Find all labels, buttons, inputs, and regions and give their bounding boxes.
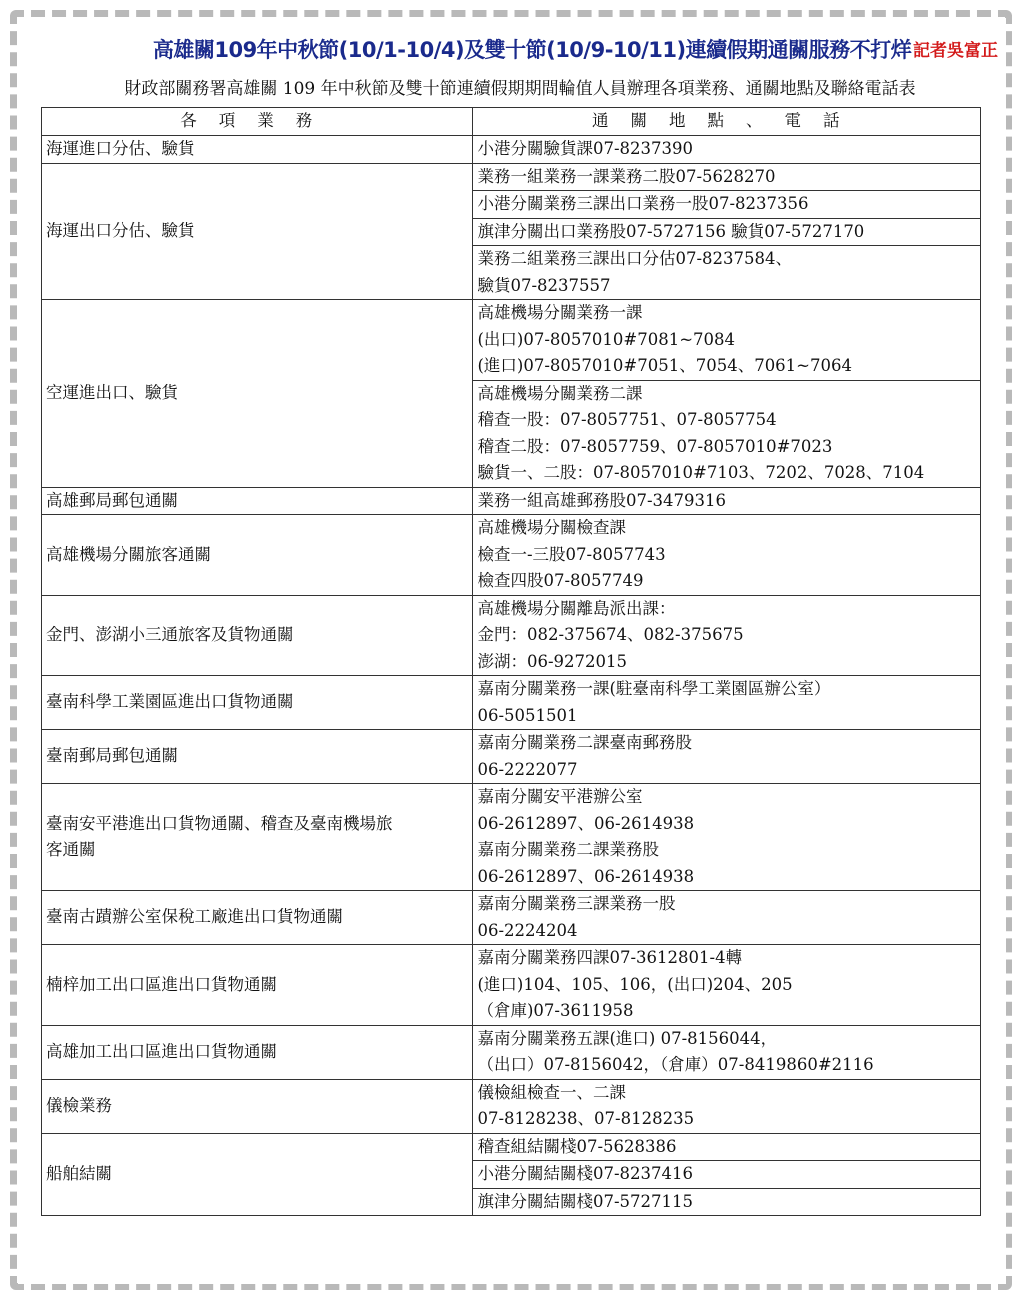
location-phone-cell bbox=[473, 676, 981, 730]
business-text: 客通關 bbox=[46, 840, 96, 859]
table-row bbox=[42, 784, 981, 891]
location-phone-text: （出口）07-8156042，（倉庫）07-8419860#2116 bbox=[477, 1055, 874, 1074]
page-title: 高雄關109年中秋節(10/1-10/4)及雙十節(10/9-10/11)連續假期通關服務不打烊 bbox=[152, 38, 912, 62]
business-cell bbox=[42, 515, 473, 596]
location-phone-text: 嘉南分關業務五課(進口) 07-8156044， bbox=[477, 1028, 778, 1048]
location-phone-text: 高雄機場分關離島派出課： bbox=[477, 598, 676, 618]
business-text: 臺南古蹟辦公室保稅工廠進出口貨物通關 bbox=[46, 907, 343, 927]
business-cell bbox=[42, 136, 473, 164]
location-phone-cell bbox=[473, 218, 981, 246]
location-phone-text: 小港分關結關棧07-8237416 bbox=[477, 1164, 694, 1183]
business-cell bbox=[42, 595, 473, 676]
location-phone-text: 金門：082-375674、082-375675 bbox=[477, 625, 744, 644]
location-phone-text: 嘉南分關業務二課業務股 bbox=[477, 840, 659, 859]
location-phone-text: 旗津分關出口業務股07-5727156 驗貨07-5727170 bbox=[477, 221, 865, 241]
location-phone-text: 檢查四股07-8057749 bbox=[477, 571, 644, 590]
business-cell bbox=[42, 730, 473, 784]
business-text: 儀檢業務 bbox=[46, 1095, 112, 1115]
location-phone-text: 檢查一-三股07-8057743 bbox=[477, 544, 666, 564]
location-phone-text: 06-2612897、06-2614938 bbox=[477, 813, 695, 833]
location-phone-text: 嘉南分關業務二課臺南郵務股 bbox=[477, 733, 692, 752]
reporter-credit: 記者吳富正 bbox=[913, 41, 998, 61]
location-phone-text: 06-2612897、06-2614938 bbox=[477, 866, 695, 886]
location-phone-cell bbox=[473, 1133, 981, 1161]
location-phone-text: 旗津分關結關棧07-5727115 bbox=[477, 1191, 694, 1211]
table-row bbox=[42, 676, 981, 730]
business-cell bbox=[42, 891, 473, 945]
location-phone-text: 高雄機場分關檢查課 bbox=[477, 518, 626, 537]
location-phone-cell bbox=[473, 784, 981, 891]
table-row bbox=[42, 515, 981, 596]
business-cell bbox=[42, 300, 473, 488]
table-row bbox=[42, 163, 981, 191]
location-phone-cell bbox=[473, 1079, 981, 1133]
location-phone-cell bbox=[473, 515, 981, 596]
business-text: 臺南郵局郵包通關 bbox=[46, 746, 178, 766]
business-text: 高雄郵局郵包通關 bbox=[46, 490, 178, 510]
location-phone-cell bbox=[473, 246, 981, 300]
location-phone-text: 儀檢組檢查一、二課 bbox=[477, 1082, 626, 1102]
location-phone-text: 澎湖：06-9272015 bbox=[477, 651, 628, 671]
location-phone-text: 嘉南分關業務一課(駐臺南科學工業園區辦公室） bbox=[477, 679, 831, 698]
location-phone-text: 07-8128238、07-8128235 bbox=[477, 1109, 695, 1128]
business-text: 楠梓加工出口區進出口貨物通關 bbox=[46, 974, 277, 994]
location-phone-cell bbox=[473, 487, 981, 515]
business-text: 海運進口分估、驗貨 bbox=[46, 139, 195, 158]
location-phone-cell bbox=[473, 595, 981, 676]
location-phone-text: 嘉南分關業務三課業務一股 bbox=[477, 894, 676, 913]
location-phone-text: （倉庫)07-3611958 bbox=[477, 1001, 634, 1020]
business-text: 臺南科學工業園區進出口貨物通關 bbox=[46, 692, 294, 712]
business-text: 高雄機場分關旅客通關 bbox=[46, 544, 211, 564]
location-phone-text: 06-2224204 bbox=[477, 920, 578, 940]
location-phone-text: 高雄機場分關業務一課 bbox=[477, 303, 643, 322]
business-cell bbox=[42, 487, 473, 515]
business-text: 海運出口分估、驗貨 bbox=[46, 221, 195, 240]
business-cell bbox=[42, 676, 473, 730]
location-phone-text: 驗貨一、二股：07-8057010#7103、7202、7028、7104 bbox=[477, 463, 925, 482]
table-row bbox=[42, 136, 981, 164]
column-header-business: 各項業務 bbox=[42, 108, 473, 136]
table-row bbox=[42, 945, 981, 1026]
location-phone-text: 小港分關業務三課出口業務一股07-8237356 bbox=[477, 194, 809, 213]
location-phone-cell bbox=[473, 1188, 981, 1216]
location-phone-text: 高雄機場分關業務二課 bbox=[477, 383, 643, 403]
location-phone-text: 稽查組結關棧07-5628386 bbox=[477, 1136, 677, 1156]
table-header-row bbox=[42, 108, 981, 136]
location-phone-text: 小港分關驗貨課07-8237390 bbox=[477, 139, 694, 158]
location-phone-text: 業務一組業務一課業務二股07-5628270 bbox=[477, 166, 776, 186]
location-phone-cell bbox=[473, 945, 981, 1026]
location-phone-text: 驗貨07-8237557 bbox=[477, 275, 611, 295]
business-cell bbox=[42, 1025, 473, 1079]
business-cell bbox=[42, 945, 473, 1026]
location-phone-text: 嘉南分關業務四課07-3612801-4轉 bbox=[477, 948, 743, 967]
table-row bbox=[42, 730, 981, 784]
table-body bbox=[42, 136, 981, 1216]
business-text: 金門、澎湖小三通旅客及貨物通關 bbox=[46, 625, 294, 644]
location-phone-text: 稽查一股：07-8057751、07-8057754 bbox=[477, 410, 777, 429]
location-phone-cell bbox=[473, 380, 981, 487]
title-row bbox=[18, 34, 1006, 70]
location-phone-text: 業務一組高雄郵務股07-3479316 bbox=[477, 490, 727, 510]
location-phone-text: (進口)07-8057010#7051、7054、7061~7064 bbox=[477, 356, 852, 375]
table-row bbox=[42, 595, 981, 676]
page-subtitle: 財政部關務署高雄關 109 年中秋節及雙十節連續假期期間輪值人員辦理各項業務、通關地點及聯絡電話表 bbox=[124, 79, 916, 99]
location-phone-cell bbox=[473, 300, 981, 381]
business-text: 空運進出口、驗貨 bbox=[46, 383, 178, 402]
business-cell bbox=[42, 784, 473, 891]
business-cell bbox=[42, 1133, 473, 1216]
table-row bbox=[42, 891, 981, 945]
table-row bbox=[42, 1133, 981, 1161]
business-text: 船舶結關 bbox=[46, 1164, 112, 1183]
business-text: 臺南安平港進出口貨物通關、稽查及臺南機場旅 bbox=[46, 813, 393, 833]
location-phone-text: 06-2222077 bbox=[477, 759, 578, 779]
column-header-location-phone: 通關地點、電話 bbox=[473, 108, 981, 136]
table-row bbox=[42, 487, 981, 515]
location-phone-text: 稽查二股：07-8057759、07-8057010#7023 bbox=[477, 436, 833, 456]
location-phone-text: 06-5051501 bbox=[477, 705, 578, 725]
business-cell bbox=[42, 163, 473, 300]
location-phone-cell bbox=[473, 163, 981, 191]
location-phone-cell bbox=[473, 136, 981, 164]
location-phone-cell bbox=[473, 1025, 981, 1079]
table-row bbox=[42, 300, 981, 381]
table-row bbox=[42, 1079, 981, 1133]
location-phone-cell bbox=[473, 191, 981, 219]
table-row bbox=[42, 1025, 981, 1079]
business-cell bbox=[42, 1079, 473, 1133]
location-phone-text: 業務二組業務三課出口分估07-8237584、 bbox=[477, 249, 793, 268]
business-text: 高雄加工出口區進出口貨物通關 bbox=[46, 1041, 277, 1061]
location-phone-text: 嘉南分關安平港辦公室 bbox=[477, 787, 643, 806]
document-body bbox=[18, 18, 1006, 1284]
location-phone-cell bbox=[473, 891, 981, 945]
location-phone-cell bbox=[473, 1161, 981, 1189]
service-table bbox=[41, 107, 981, 1216]
location-phone-cell bbox=[473, 730, 981, 784]
location-phone-text: (進口)104、105、106，(出口)204、205 bbox=[477, 974, 793, 994]
location-phone-text: (出口)07-8057010#7081~7084 bbox=[477, 329, 736, 349]
